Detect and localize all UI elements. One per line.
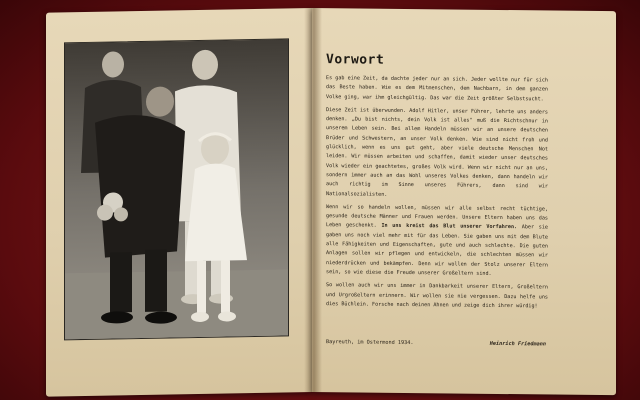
page-title: Vorwort	[326, 52, 385, 68]
left-page	[46, 8, 312, 397]
paragraph: So wollen auch wir uns immer in Dankbarkeit unserer Eltern, Großeltern und Urgroßeltern erinnern. Wir wollen sie nie vergessen. Dazu helfe uns dies Büchlein. Forsche nach deinen Ahnen und zeige dich ihrer würdig!	[326, 282, 548, 310]
place-date: Bayreuth, im Ostermond 1934.	[326, 339, 414, 347]
author-signature: Heinrich Friedmann	[489, 340, 546, 348]
page-footer	[326, 339, 546, 347]
paragraph: Es gab eine Zeit, da dachte jeder nur an sich. Jeder wollte nur für sich das Beste haben. Wie es dem Mitmenschen, dem Nachbarn, in dem ganzen Volke ging, war ihm gleichgültig. Das war die Zeit größter Selbstsucht.	[326, 75, 548, 103]
paragraph: Wenn wir so handeln wollen, müssen wir alle selbst recht tüchtige, gesunde deutsche Männer und Frauen werden. Unsere Eltern haben uns das Leben geschenkt. In uns kreist das Blut unserer Vorfahren. Aber sie gaben uns noch viel mehr mit für das Leben. Sie gaben uns mit dem Blute alle Fähigkeiten und Eigenschaften, gute und auch schlechte. Die guten Anlagen sollen wir pflegen und entwickeln, die schlechten müssen wir niederdrücken und bekämpfen. Denn wir wollen der Stolz unserer Eltern sein, so wie diese die Freude unserer Großeltern sind.	[326, 204, 548, 277]
emphasis-text: In uns kreist das Blut unserer Vorfahren.	[381, 223, 518, 231]
open-booklet	[46, 8, 616, 392]
foreword-text	[326, 74, 548, 315]
right-page	[312, 8, 616, 395]
photograph	[64, 38, 289, 340]
paragraph: Diese Zeit ist überwunden. Adolf Hitler, unser Führer, lehrte uns anders denken. „Du bist nichts, dein Volk ist alles" muß die Richtschnur in unserem Leben sein. Bei allem Handeln müssen wir an unsere deutschen Brüder und Schwestern, an unser Volk denken. Wie sind nicht froh und glücklich, wenn es uns gut geht, aber viele deutsche Menschen Not leiden. Wir müssen arbeiten und schaffen, damit wieder unser deutsches Volk wieder ein geachtetes, großes Volk wird. Wenn wir nicht nur an uns, sondern immer auch an das Wohl unseres Volkes denken, dann handeln wir auch richtig im Sinne unseres Führers, dann sind wir Nationalsozialisten.	[326, 107, 548, 198]
photo-scene	[65, 39, 289, 340]
